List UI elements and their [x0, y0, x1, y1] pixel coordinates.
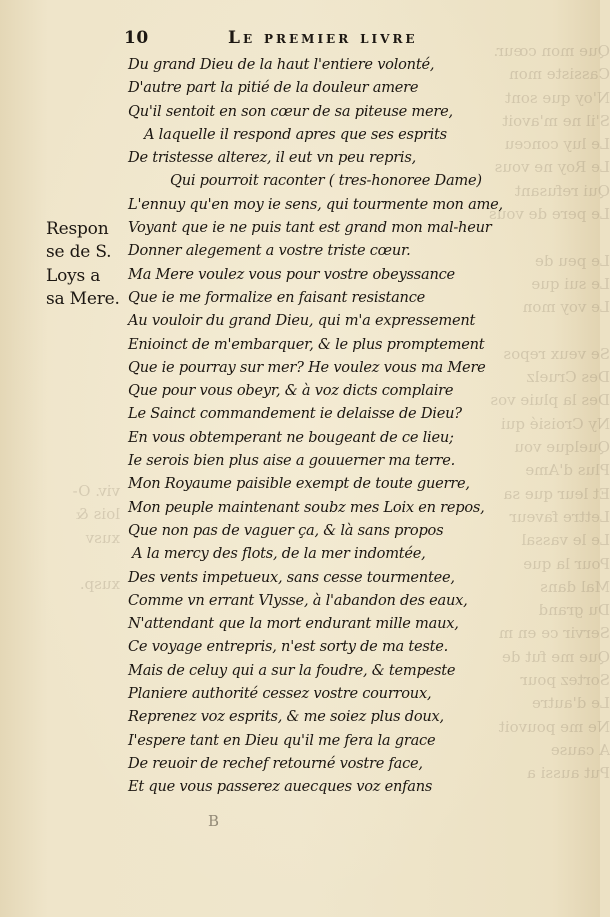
verse-line: Que pour vous obeyr, & à voz dicts complaire: [128, 382, 454, 400]
verse-line: Que ie me formalize en faisant resistance: [128, 288, 426, 306]
verse-line: Reprenez voz esprits, & me soiez plus doux,: [128, 708, 444, 726]
verse-line: Des vents impetueux, sans cesse tourmentee,: [128, 568, 455, 586]
running-title: Le premier livre: [228, 28, 418, 48]
verse-line: A la mercy des flots, de la mer indomtée,: [132, 545, 426, 563]
verse-line: I'espere tant en Dieu qu'il me fera la grace: [128, 731, 436, 749]
verse-line: N'attendant que la mort endurant mille maux,: [128, 615, 459, 633]
verse-line: Du grand Dieu de la haut l'entiere volonté,: [128, 56, 435, 73]
verse-line: A laquelle il respond apres que ses esprits: [144, 125, 447, 143]
marginal-note-line: se de S.: [46, 242, 112, 263]
verse-line: D'autre part la pitié de la douleur amere: [128, 79, 419, 97]
running-head: [124, 28, 464, 52]
bleed-through-text: Que mon cœur. Cassiste mon N'oy que sont S'il ne m'avoit Le luy conceu Le Roy ne vous Qui refusant Le pere de vous Le peu de Le sui que Le voy mon Se veux repos Des Cruelz Des la pluie vos Ny Croisié qui Quelque vou Plus d'Ame Et leur que sa Lettre faveur Le le vassal Pour la que Mal dans Du grand Servir ce en m Que me fut de Sortez pour Le d'autre Ne me pouvoit A cause Put aussi a: [488, 42, 610, 783]
verse-line: De reuoir de rechef retourné vostre face,: [128, 754, 423, 772]
verse-line: Comme vn errant Vlysse, à l'abandon des eaux,: [128, 591, 468, 609]
verse-line: Qui pourroit raconter ( tres-honoree Dame): [170, 172, 482, 190]
verse-line: Mais de celuy qui a sur la foudre, & tempeste: [128, 661, 456, 679]
verse-line: Que non pas de vaguer ça, & là sans propos: [128, 521, 444, 539]
verse-line: L'ennuy qu'en moy ie sens, qui tourmente mon ame,: [128, 195, 503, 213]
verse-line: Que ie pourray sur mer? He voulez vous ma Mere: [128, 358, 486, 376]
verse-line: Qu'il sentoit en son cœur de sa piteuse mere,: [128, 102, 453, 120]
verse-line: Ie serois bien plus aise a gouuerner ma terre.: [128, 452, 456, 470]
marginal-note-line: Respon: [46, 219, 109, 239]
verse-line: Voyant que ie ne puis tant est grand mon mal-heur: [128, 219, 492, 237]
bleed-through-text-left: viv. O- lois & xusv xusp.: [72, 482, 120, 594]
verse-line: Le Sainct commandement ie delaisse de Dieu?: [128, 405, 462, 423]
verse-line: Mon peuple maintenant soubz mes Loix en repos,: [128, 498, 485, 516]
poem-text: [128, 53, 518, 799]
verse-line: De tristesse alterez, il eut vn peu repris,: [128, 149, 416, 167]
marginal-note: [46, 218, 126, 311]
verse-line: Planiere authorité cessez vostre courroux,: [128, 685, 432, 703]
verse-line: Et que vous passerez auecques voz enfans: [128, 778, 433, 796]
verse-line: Enioinct de m'embarquer, & le plus promptement: [128, 335, 485, 353]
signature-mark: B: [208, 812, 220, 830]
verse-line: En vous obtemperant ne bougeant de ce lieu;: [128, 428, 454, 446]
verse-line: Au vouloir du grand Dieu, qui m'a expressement: [128, 312, 476, 330]
verse-line: Ma Mere voulez vous pour vostre obeyssance: [128, 265, 455, 283]
verse-line: Donner alegement a vostre triste cœur.: [128, 242, 411, 260]
marginal-note-line: sa Mere.: [46, 288, 120, 309]
marginal-note-line: Loys a: [46, 265, 101, 286]
verse-line: Ce voyage entrepris, n'est sorty de ma teste.: [128, 638, 449, 656]
verse-line: Mon Royaume paisible exempt de toute guerre,: [128, 475, 470, 493]
page-number: 10: [124, 28, 149, 48]
